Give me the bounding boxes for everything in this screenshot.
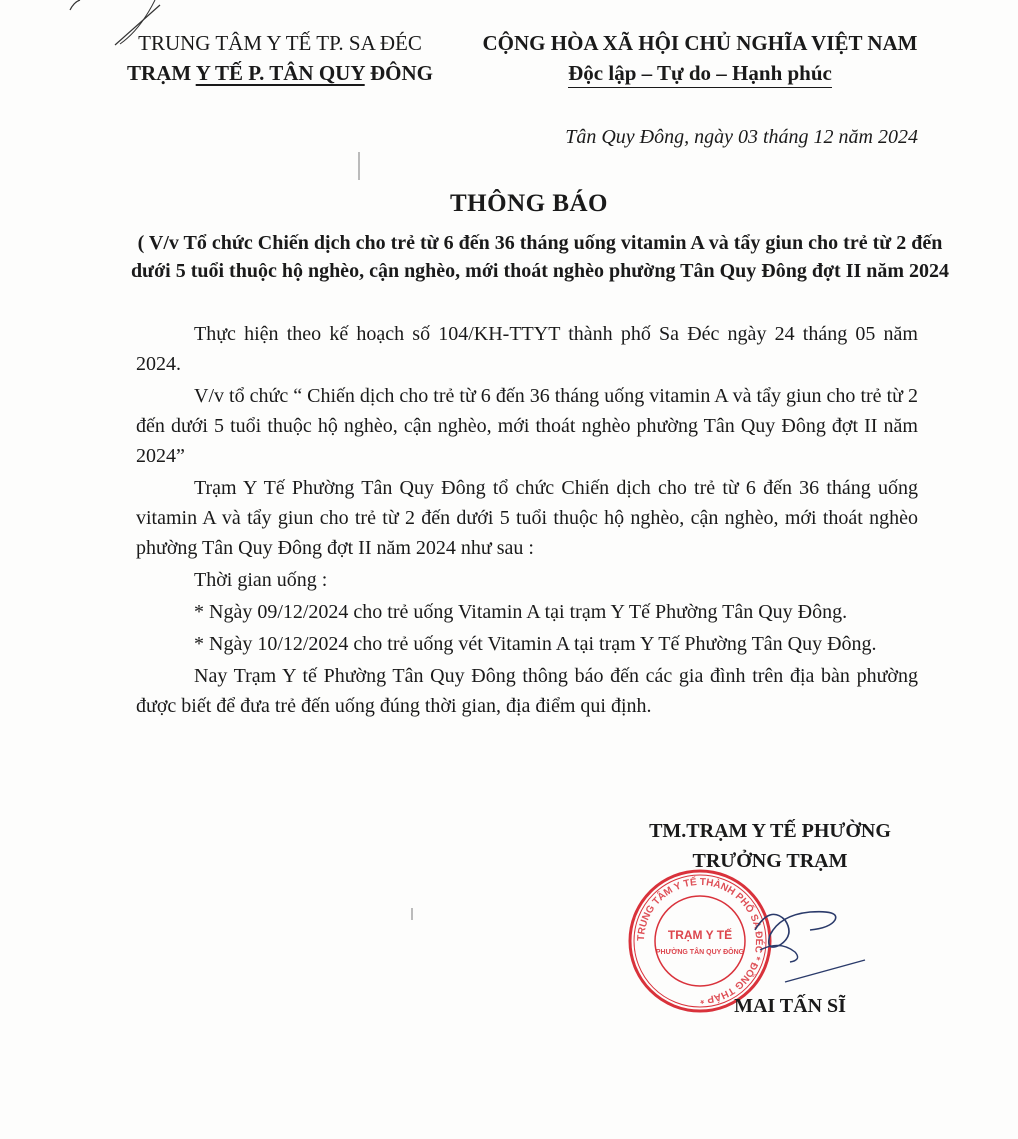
national-motto: Độc lập – Tự do – Hạnh phúc <box>568 59 832 88</box>
signer-name: MAI TẤN SĨ <box>734 995 846 1017</box>
body-paragraph: Thực hiện theo kế hoạch số 104/KH-TTYT thành phố Sa Đéc ngày 24 tháng 05 năm 2024. <box>136 323 918 375</box>
signature-position: TRƯỞNG TRẠM <box>692 850 848 872</box>
body-paragraph: Trạm Y Tế Phường Tân Quy Đông tổ chức Chiến dịch cho trẻ từ 6 đến 36 tháng uống vitamin A và tẩy giun cho trẻ từ 2 đến dưới 5 tuổi thuộc hộ nghèo, cận nghèo, mới thoát nghèo phường Tân Quy Đông đợt II năm 2024 như sau : <box>136 477 918 559</box>
scan-artifact <box>411 908 413 920</box>
handwritten-signature <box>740 890 880 990</box>
body-paragraph: Nay Trạm Y tế Phường Tân Quy Đông thông báo đến các gia đình trên địa bàn phường được biết để đưa trẻ đến uống đúng thời gian, địa điểm qui định. <box>136 665 918 717</box>
scan-artifact <box>358 152 360 180</box>
svg-text:TRẠM Y TẾ: TRẠM Y TẾ <box>667 928 733 942</box>
svg-text:TRUNG TÂM Y TẾ THÀNH PHỐ SA ĐÉ: TRUNG TÂM Y TẾ THÀNH PHỐ SA ĐÉC * ĐỒNG THÁP * <box>635 876 765 1006</box>
country-name: CỘNG HÒA XÃ HỘI CHỦ NGHĨA VIỆT NAM <box>482 31 918 55</box>
svg-text:PHƯỜNG TÂN QUY ĐÔNG: PHƯỜNG TÂN QUY ĐÔNG <box>655 949 745 956</box>
document-title: THÔNG BÁO <box>450 190 608 217</box>
agency-name <box>100 58 460 88</box>
body-paragraph: * Ngày 10/12/2024 cho trẻ uống vét Vitamin A tại trạm Y Tế Phường Tân Quy Đông. <box>194 633 877 655</box>
body-paragraph: V/v tổ chức “ Chiến dịch cho trẻ từ 6 đến 36 tháng uống vitamin A và tẩy giun cho trẻ từ 2 đến dưới 5 tuổi thuộc hộ nghèo, cận nghèo, mới thoát nghèo phường Tân Quy Đông đợt II năm 2024” <box>136 385 918 467</box>
agency-name-underlined: Y TẾ P. TÂN QUY <box>195 61 365 85</box>
signature-role: TM.TRẠM Y TẾ PHƯỜNG <box>649 820 891 842</box>
agency-header <box>100 28 460 88</box>
agency-name-prefix: TRẠM <box>127 61 196 85</box>
agency-parent: TRUNG TÂM Y TẾ TP. SA ĐÉC <box>138 31 422 55</box>
body-paragraph: * Ngày 09/12/2024 cho trẻ uống Vitamin A tại trạm Y Tế Phường Tân Quy Đông. <box>194 601 848 623</box>
document-subject: ( V/v Tổ chức Chiến dịch cho trẻ từ 6 đến 36 tháng uống vitamin A và tẩy giun cho trẻ từ 2 đến dưới 5 tuổi thuộc hộ nghèo, cận nghèo, mới thoát nghèo phường Tân Quy Đông đợt II năm 2024 <box>130 232 950 282</box>
document-body <box>136 319 918 723</box>
date-line: Tân Quy Đông, ngày 03 tháng 12 năm 2024 <box>565 126 918 148</box>
body-paragraph: Thời gian uống : <box>194 569 328 591</box>
national-header <box>450 28 950 88</box>
agency-name-suffix: ĐÔNG <box>364 61 433 85</box>
